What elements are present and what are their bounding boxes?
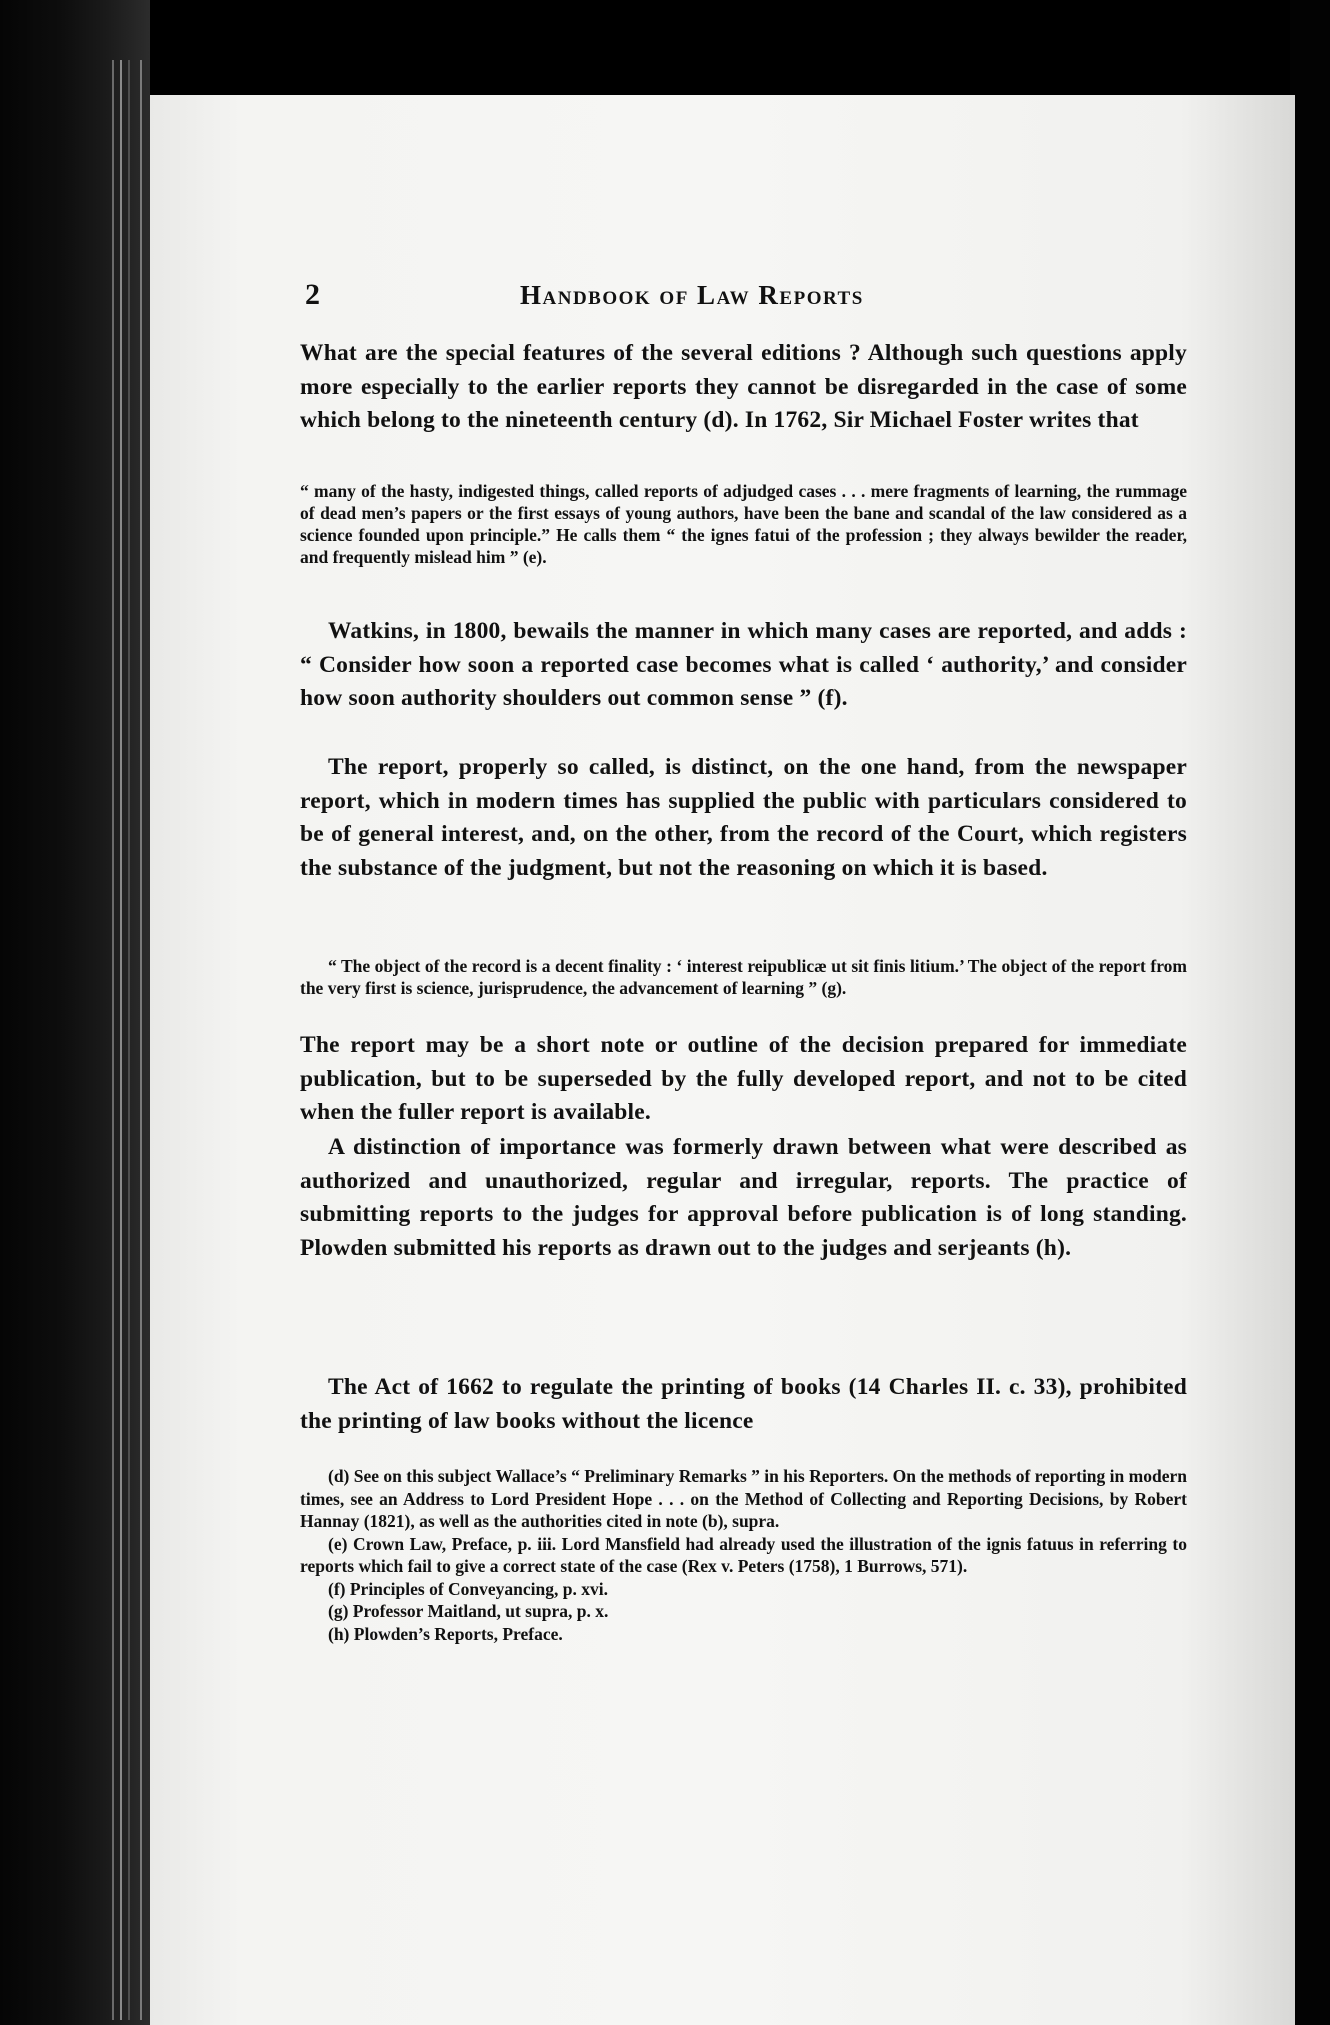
paragraph-text: The report may be a short note or outline of the decision prepared for immediate publication, but to be superseded by the fully developed report, and not to be cited when the fuller report is available.	[300, 1032, 1187, 1125]
footnotes	[300, 1465, 1187, 1645]
paragraph-text: Watkins, in 1800, bewails the manner in which many cases are reported, and adds : “ Consider how soon a reported case becomes what is called ‘ authority,’ and consider how soon authority shoulders out common sense ” (f).	[300, 618, 1187, 711]
film-edge-line	[112, 60, 114, 2020]
footnote-g: (g) Professor Maitland, ut supra, p. x.	[328, 1601, 609, 1621]
paragraph-6	[300, 1371, 1187, 1438]
paragraph-1	[300, 337, 1187, 438]
paragraph-text: What are the special features of the several editions ? Although such questions apply more especially to the earlier reports they cannot be disregarded in the case of some which belong to the nineteenth century (d). In 1762, Sir Michael Foster writes that	[300, 340, 1187, 433]
quote-text: “ many of the hasty, indigested things, called reports of adjudged cases . . . mere fragments of learning, the rummage of dead men’s papers or the first essays of young authors, have been the bane and scandal of the law considered as a science founded upon principle.” He calls them “ the ignes fatui of the profession ; they always bewilder the reader, and frequently mislead him ” (e).	[300, 481, 1187, 567]
block-quote-foster	[300, 480, 1187, 568]
footnote-e: (e) Crown Law, Preface, p. iii. Lord Mansfield had already used the illustration of the ignis fatuus in referring to reports which fail to give a correct state of the case (Rex v. Peters (1758), 1 Burrows, 571).	[300, 1533, 1187, 1576]
microfilm-left-border	[0, 0, 150, 2025]
block-quote-record	[300, 955, 1187, 999]
footnote-d: (d) See on this subject Wallace’s “ Preliminary Remarks ” in his Reporters. On the methods of reporting in modern times, see an Address to Lord President Hope . . . on the Method of Collecting and Reporting Decisions, by Robert Hannay (1821), as well as the authorities cited in note (b), supra.	[300, 1466, 1187, 1531]
running-head	[150, 278, 1070, 318]
book-page	[150, 95, 1295, 2025]
page-number: 2	[305, 278, 320, 311]
footnote-h: (h) Plowden’s Reports, Preface.	[328, 1623, 563, 1644]
paragraph-4	[300, 1029, 1187, 1130]
film-edge-line	[140, 60, 142, 2020]
paragraph-text: The Act of 1662 to regulate the printing of books (14 Charles II. c. 33), prohibited the printing of law books without the licence	[300, 1374, 1187, 1434]
film-edge-line	[128, 60, 130, 2020]
paragraph-2	[300, 615, 1187, 716]
footnote-f: (f) Principles of Conveyancing, p. xvi.	[328, 1578, 608, 1599]
paragraph-3	[300, 751, 1187, 885]
paragraph-5	[300, 1131, 1187, 1265]
running-title: Handbook of Law Reports	[520, 280, 864, 310]
paragraph-text: The report, properly so called, is distinct, on the one hand, from the newspaper report, which in modern times has supplied the public with particulars considered to be of general interest, and, on the other, from the record of the Court, which registers the substance of the judgment, but not the reasoning on which it is based.	[300, 754, 1187, 881]
microfilm-right-border	[1290, 0, 1330, 2025]
quote-text: “ The object of the record is a decent finality : ‘ interest reipublicæ ut sit finis litium.’ The object of the report from the very first is science, jurisprudence, the advancement of learning ” (g).	[300, 956, 1187, 998]
film-edge-line	[120, 60, 122, 2020]
paragraph-text: A distinction of importance was formerly drawn between what were described as authorized and unauthorized, regular and irregular, reports. The practice of submitting reports to the judges for approval before publication is of long standing. Plowden submitted his reports as drawn out to the judges and serjeants (h).	[300, 1134, 1187, 1261]
